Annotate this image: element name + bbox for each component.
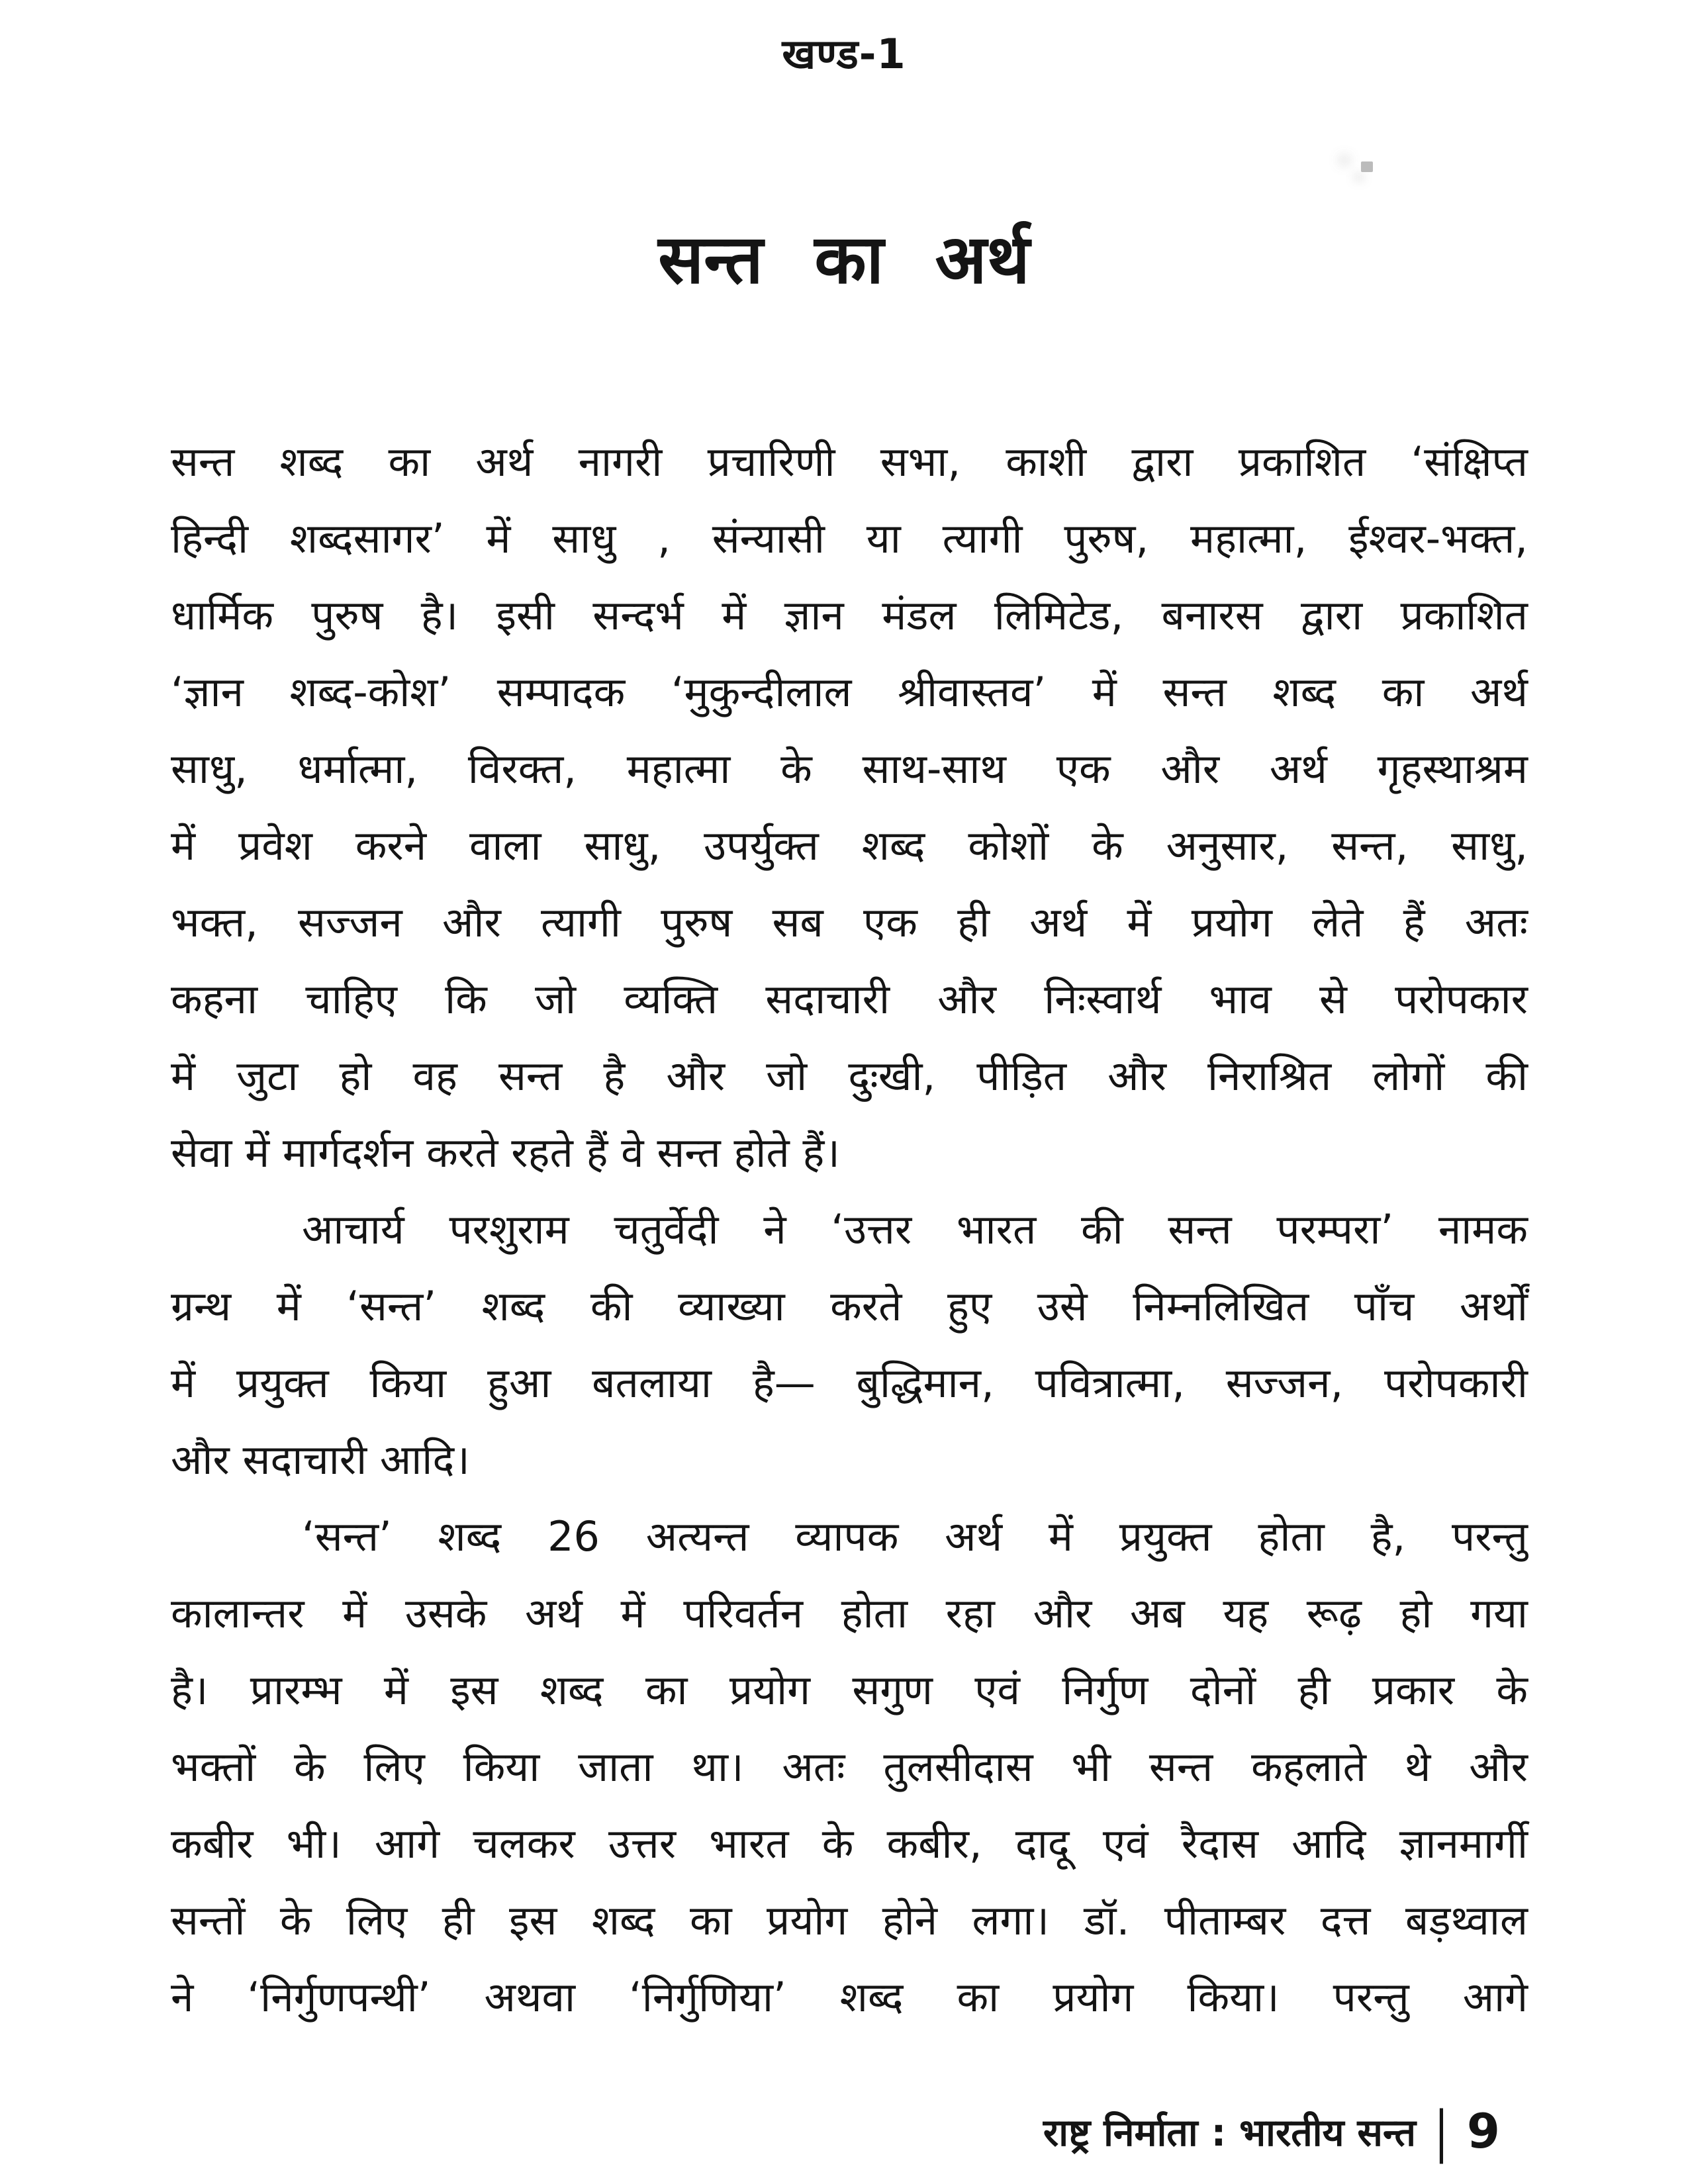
body-line: ने ‘निर्गुणपन्थी’ अथवा ‘निर्गुणिया’ शब्द का प्रयोग किया। परन्तु आगे [171,1973,1528,2021]
body-line: ‘सन्त’ शब्द 26 अत्यन्त व्यापक अर्थ में प्रयुक्त होता है, परन्तु [302,1512,1528,1561]
body-line: में जुटा हो वह सन्त है और जो दुःखी, पीड़ित और निराश्रित लोगों की [171,1052,1528,1100]
footer-page-number: 9 [1466,2103,1500,2159]
chapter-title: सन्त का अर्थ [658,220,1030,299]
body-line: ‘ज्ञान शब्द-कोश’ सम्पादक ‘मुकुन्दीलाल श्रीवास्तव’ में सन्त शब्द का अर्थ [171,668,1528,716]
body-line: भक्तों के लिए किया जाता था। अतः तुलसीदास भी सन्त कहलाते थे और [171,1743,1528,1791]
footer-separator: | [1434,2098,1448,2164]
body-line: ग्रन्थ में ‘सन्त’ शब्द की व्याख्या करते हुए उसे निम्नलिखित पाँच अर्थों [171,1282,1528,1330]
body-line: सन्त शब्द का अर्थ नागरी प्रचारिणी सभा, काशी द्वारा प्रकाशित ‘संक्षिप्त [171,437,1528,486]
body-text [171,424,1528,2036]
body-line: साधु, धर्मात्मा, विरक्त, महात्मा के साथ-साथ एक और अर्थ गृहस्थाश्रम [171,745,1528,793]
section-heading: खण्ड-1 [782,30,906,78]
body-line: कालान्तर में उसके अर्थ में परिवर्तन होता रहा और अब यह रूढ़ हो गया [171,1589,1528,1637]
body-line: सन्तों के लिए ही इस शब्द का प्रयोग होने लगा। डॉ. पीताम्बर दत्त बड़थ्वाल [171,1896,1528,1944]
body-line: हिन्दी शब्दसागर’ में साधु , संन्यासी या त्यागी पुरुष, महात्मा, ईश्वर-भक्त, [171,514,1528,563]
footer-running-title: राष्ट्र निर्माता : भारतीय सन्त [1043,2111,1416,2155]
body-line: में प्रवेश करने वाला साधु, उपर्युक्त शब्द कोशों के अनुसार, सन्त, साधु, [171,821,1528,870]
scan-artifact [1361,161,1373,172]
body-line: कहना चाहिए कि जो व्यक्ति सदाचारी और निःस्वार्थ भाव से परोपकार [171,975,1528,1023]
body-line: सेवा में मार्गदर्शन करते रहते हैं वे सन्त होते हैं। [171,1128,840,1177]
body-line: भक्त, सज्जन और त्यागी पुरुष सब एक ही अर्थ में प्रयोग लेते हैं अतः [171,898,1528,946]
body-line: कबीर भी। आगे चलकर उत्तर भारत के कबीर, दादू एवं रैदास आदि ज्ञानमार्गी [171,1819,1528,1868]
body-line: है। प्रारम्भ में इस शब्द का प्रयोग सगुण एवं निर्गुण दोनों ही प्रकार के [171,1666,1528,1714]
page-footer [1043,2098,1500,2164]
body-line: आचार्य परशुराम चतुर्वेदी ने ‘उत्तर भारत की सन्त परम्परा’ नामक [302,1205,1528,1253]
body-line: में प्रयुक्त किया हुआ बतलाया है— बुद्धिमान, पवित्रात्मा, सज्जन, परोपकारी [171,1359,1528,1407]
body-line: धार्मिक पुरुष है। इसी सन्दर्भ में ज्ञान मंडल लिमिटेड, बनारस द्वारा प्रकाशित [171,591,1528,639]
body-line: और सदाचारी आदि। [171,1435,470,1484]
